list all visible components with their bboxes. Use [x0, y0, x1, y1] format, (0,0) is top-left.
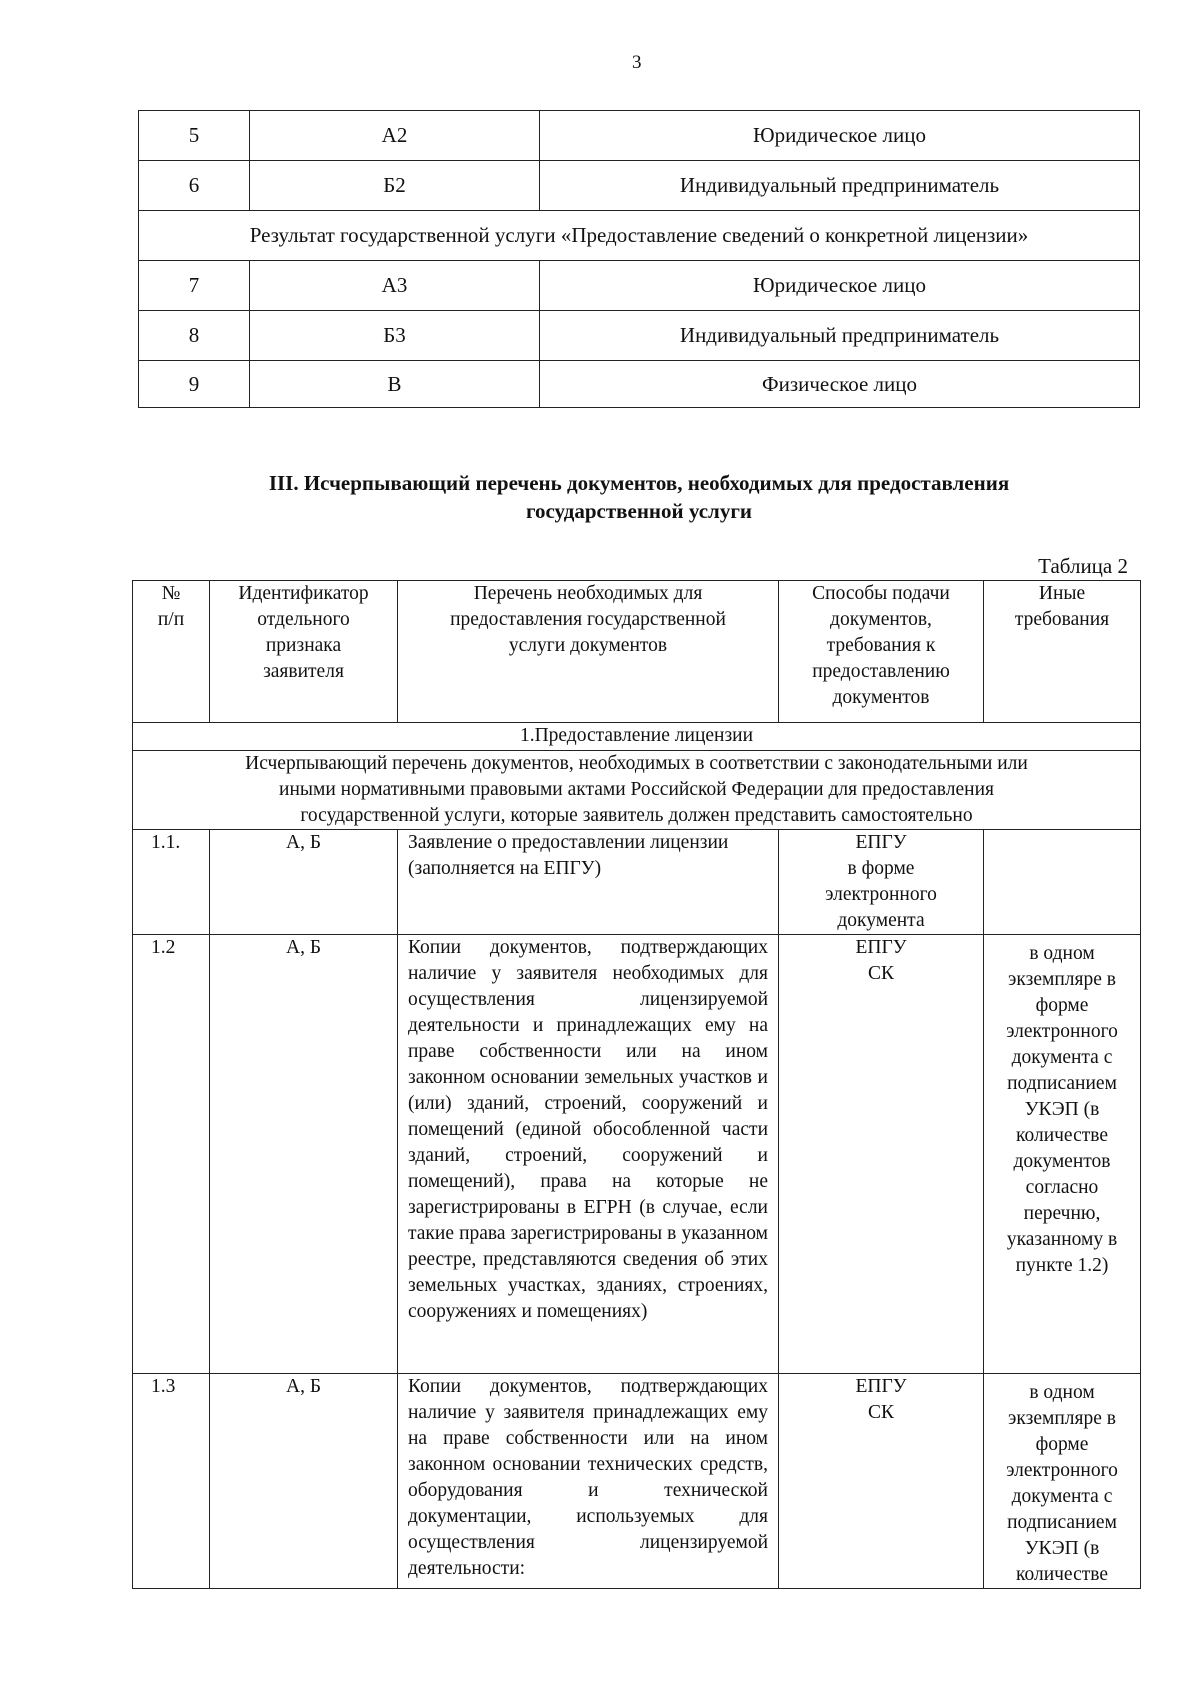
- table-row: [133, 1374, 1141, 1589]
- other-requirements: [984, 830, 1141, 935]
- row-number: 6: [139, 161, 250, 211]
- header-other-requirements: Иные требования: [984, 581, 1141, 723]
- applicant-type: Юридическое лицо: [540, 111, 1140, 161]
- table-row: [139, 261, 1140, 311]
- row-number: 7: [139, 261, 250, 311]
- section-title: 1.Предоставление лицензии: [133, 723, 1141, 751]
- applicant-type: Индивидуальный предприниматель: [540, 311, 1140, 361]
- table-row: [139, 311, 1140, 361]
- row-number: 9: [139, 361, 250, 408]
- row-number: 1.1.: [133, 830, 210, 935]
- row-number: 1.3: [133, 1374, 210, 1589]
- table-row: [133, 830, 1141, 935]
- table-row: [139, 361, 1140, 408]
- header-applicant-id: Идентификатор отдельного признака заявителя: [210, 581, 398, 723]
- row-number: 8: [139, 311, 250, 361]
- header-documents: Перечень необходимых для предоставления государственной услуги документов: [398, 581, 779, 723]
- applicant-code: А3: [250, 261, 540, 311]
- applicant-id: А, Б: [210, 830, 398, 935]
- document-description: Заявление о предоставлении лицензии (заполняется на ЕПГУ): [398, 830, 779, 935]
- applicant-type: Индивидуальный предприниматель: [540, 161, 1140, 211]
- documents-table: [132, 580, 1141, 1589]
- row-number: 5: [139, 111, 250, 161]
- submission-methods: ЕПГУ СК: [779, 1374, 984, 1589]
- document-description: Копии документов, подтверждающих наличие у заявителя принадлежащих ему на праве собственности или на ином законном основании технических средств, оборудования и технической документации, используемых для осуществления лицензируемой деятельности:: [398, 1374, 779, 1589]
- applicant-code: Б3: [250, 311, 540, 361]
- applicant-code: Б2: [250, 161, 540, 211]
- header-submission-methods: Способы подачи документов, требования к предоставлению документов: [779, 581, 984, 723]
- section-title: Результат государственной услуги «Предоставление сведений о конкретной лицензии»: [139, 211, 1140, 261]
- applicant-types-table: [138, 110, 1140, 408]
- applicant-type: Физическое лицо: [540, 361, 1140, 408]
- heading-line: III. Исчерпывающий перечень документов, необходимых для предоставления: [268, 471, 1010, 495]
- row-number: 1.2: [133, 935, 210, 1374]
- document-description: Копии документов, подтверждающих наличие у заявителя необходимых для осуществления лицензируемой деятельности и принадлежащих ему на праве собственности или на ином законном основании земельных участков и (или) зданий, строений, сооружений и помещений (единой обособленной части зданий, строений, сооружений и помещений), права на которые не зарегистрированы в ЕГРН (в случае, если такие права зарегистрированы в указанном реестре, представляются сведения об этих земельных участках, зданиях, строениях, сооружениях и помещениях): [398, 935, 779, 1374]
- section-row: [139, 211, 1140, 261]
- applicant-code: В: [250, 361, 540, 408]
- intro-row: [133, 751, 1141, 830]
- table-row: [133, 935, 1141, 1374]
- table-caption: Таблица 2: [1038, 554, 1128, 578]
- header-number: № п/п: [133, 581, 210, 723]
- applicant-code: А2: [250, 111, 540, 161]
- heading-line: государственной услуги: [526, 499, 752, 523]
- table-row: [139, 111, 1140, 161]
- intro-text: Исчерпывающий перечень документов, необходимых в соответствии с законодательными или иными нормативными правовыми актами Российской Федерации для предоставления государственной услуги, которые заявитель должен представить самостоятельно: [133, 751, 1141, 830]
- table-row: [139, 161, 1140, 211]
- header-row: [133, 581, 1141, 723]
- applicant-id: А, Б: [210, 1374, 398, 1589]
- applicant-id: А, Б: [210, 935, 398, 1374]
- applicant-type: Юридическое лицо: [540, 261, 1140, 311]
- other-requirements: в одном экземпляре в форме электронного документа с подписанием УКЭП (в количестве: [984, 1374, 1141, 1589]
- submission-methods: ЕПГУ в форме электронного документа: [779, 830, 984, 935]
- submission-methods: ЕПГУ СК: [779, 935, 984, 1374]
- section-row: [133, 723, 1141, 751]
- other-requirements: в одном экземпляре в форме электронного документа с подписанием УКЭП (в количестве документов согласно перечню, указанному в пункте 1.2): [984, 935, 1141, 1374]
- section-heading: [138, 469, 1140, 525]
